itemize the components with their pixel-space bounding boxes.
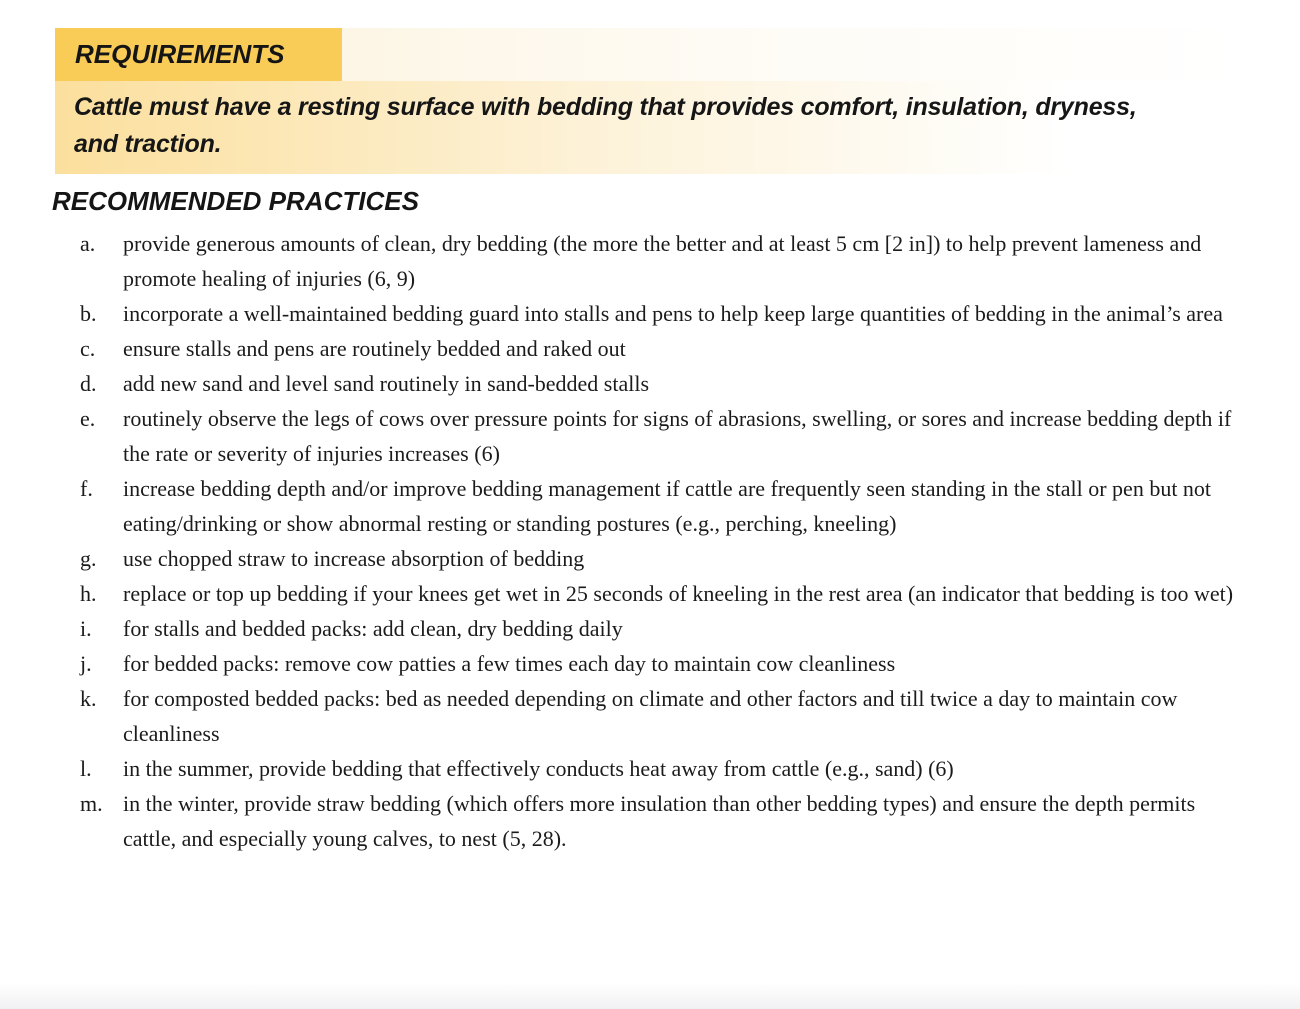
practice-text: for bedded packs: remove cow patties a few times each day to maintain cow cleanliness: [123, 651, 896, 676]
practice-item-l: [80, 751, 1245, 786]
practice-text: provide generous amounts of clean, dry bedding (the more the better and at least 5 cm [2 in]) to help prevent lameness and promote healing of injuries (6, 9): [123, 231, 1202, 291]
practice-text: replace or top up bedding if your knees get wet in 25 seconds of kneeling in the rest area (an indicator that bedding is too wet): [123, 581, 1234, 606]
practice-item-f: [80, 471, 1245, 541]
practice-text: routinely observe the legs of cows over pressure points for signs of abrasions, swelling, or sores and increase bedding depth if the rate or severity of injuries increases (6): [123, 406, 1232, 466]
practice-text: in the summer, provide bedding that effectively conducts heat away from cattle (e.g., sand) (6): [123, 756, 954, 781]
practice-item-j: [80, 646, 1245, 681]
practice-letter: k.: [80, 686, 97, 711]
practice-item-a: [80, 226, 1245, 296]
practice-text: incorporate a well-maintained bedding guard into stalls and pens to help keep large quantities of bedding in the animal’s area: [123, 301, 1223, 326]
requirement-statement-line-2: and traction.: [74, 130, 222, 158]
requirement-statement-line-1: Cattle must have a resting surface with bedding that provides comfort, insulation, dryness,: [74, 93, 1137, 121]
practice-text: for composted bedded packs: bed as needed depending on climate and other factors and till twice a day to maintain cow cleanliness: [123, 686, 1178, 746]
requirement-statement-band: [55, 81, 1245, 174]
document-page: [0, 28, 1300, 1009]
practice-item-c: [80, 331, 1245, 366]
practice-item-b: [80, 296, 1245, 331]
practice-item-i: [80, 611, 1245, 646]
practice-item-h: [80, 576, 1245, 611]
practice-item-e: [80, 401, 1245, 471]
practice-item-g: [80, 541, 1245, 576]
practice-text: in the winter, provide straw bedding (which offers more insulation than other bedding types) and ensure the depth permits cattle, and especially young calves, to nest (5, 28).: [123, 791, 1196, 851]
practice-letter: l.: [80, 756, 92, 781]
recommended-practices-heading: RECOMMENDED PRACTICES: [52, 186, 419, 216]
practice-letter: f.: [80, 476, 93, 501]
practice-text: increase bedding depth and/or improve bedding management if cattle are frequently seen standing in the stall or pen but not eating/drinking or show abnormal resting or standing postures (e.g., perching, kneeling): [123, 476, 1212, 536]
practice-item-k: [80, 681, 1245, 751]
requirements-heading: REQUIREMENTS: [75, 39, 285, 69]
practice-letter: i.: [80, 616, 92, 641]
practice-letter: h.: [80, 581, 97, 606]
page-bottom-edge: [0, 983, 1300, 1009]
practices-list: [0, 226, 1300, 856]
requirements-section: [55, 28, 1245, 174]
practice-letter: a.: [80, 231, 96, 256]
practice-letter: g.: [80, 546, 97, 571]
practice-letter: m.: [80, 791, 103, 816]
practice-text: ensure stalls and pens are routinely bedded and raked out: [123, 336, 626, 361]
practice-text: for stalls and bedded packs: add clean, dry bedding daily: [123, 616, 623, 641]
practice-letter: b.: [80, 301, 97, 326]
practice-text: use chopped straw to increase absorption of bedding: [123, 546, 585, 571]
practice-letter: d.: [80, 371, 97, 396]
requirements-heading-badge: [55, 28, 342, 81]
practice-letter: j.: [80, 651, 92, 676]
practice-text: add new sand and level sand routinely in sand-bedded stalls: [123, 371, 650, 396]
practice-item-d: [80, 366, 1245, 401]
practice-letter: e.: [80, 406, 96, 431]
requirements-badge-row: [55, 28, 1245, 81]
practice-letter: c.: [80, 336, 96, 361]
practice-item-m: [80, 786, 1245, 856]
